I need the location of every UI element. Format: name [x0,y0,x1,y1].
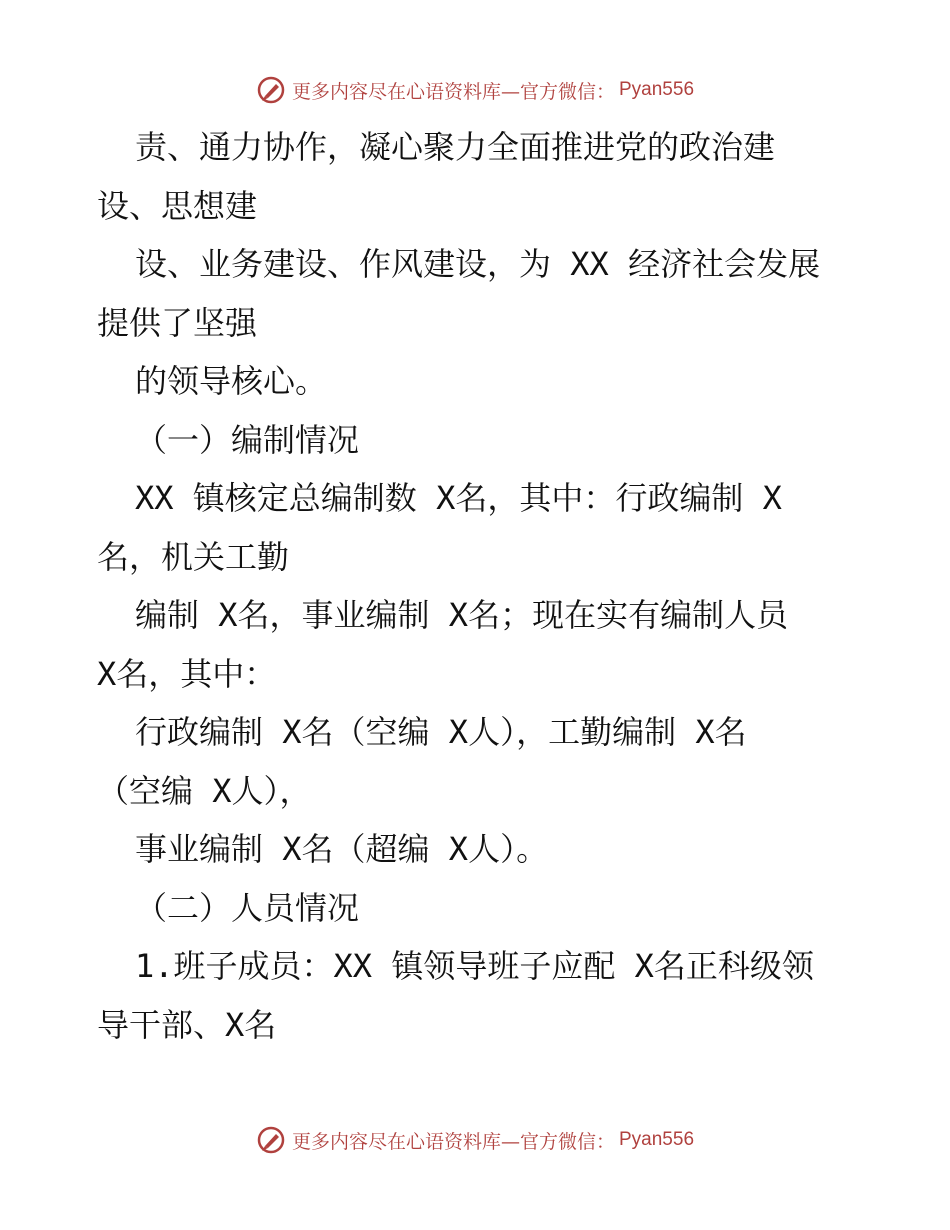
header-banner [0,70,950,110]
section-heading: （一）编制情况 [135,420,360,459]
text-line: 名，机关工勤 [97,537,290,576]
text-line: 的领导核心。 [135,362,328,400]
text-line: 编制 X名，事业编制 X名；现在实有编制人员 [135,596,789,634]
footer-banner [0,1120,950,1160]
text-line: （空编 X人）， [97,771,312,810]
text-line: 责、通力协作，凝心聚力全面推进党的政治建 [135,128,776,166]
banner-text: 更多内容尽在心语资料库—官方微信： [291,1130,615,1153]
text-line: XX 镇核定总编制数 X名，其中：行政编制 X [135,479,782,517]
document-body [97,118,877,1054]
section-heading: （二）人员情况 [135,888,360,927]
text-line: 事业编制 X名（超编 X人）。 [135,830,549,868]
pen-logo-icon [256,1125,286,1155]
text-line: X名，其中： [97,654,277,693]
banner-wechat-id: Pyan556 [619,79,695,100]
text-line: 提供了坚强 [97,303,258,342]
text-line: 1.班子成员：XX 镇领导班子应配 X名正科级领 [135,947,814,985]
text-line: 设、思想建 [97,186,258,225]
banner-wechat-id: Pyan556 [619,1129,695,1150]
text-line: 导干部、X名 [97,1005,277,1044]
text-line: 行政编制 X名（空编 X人），工勤编制 X名 [135,713,747,751]
banner-text: 更多内容尽在心语资料库—官方微信： [291,80,615,103]
pen-logo-icon [256,75,286,105]
text-line: 设、业务建设、作风建设，为 XX 经济社会发展 [135,245,821,283]
